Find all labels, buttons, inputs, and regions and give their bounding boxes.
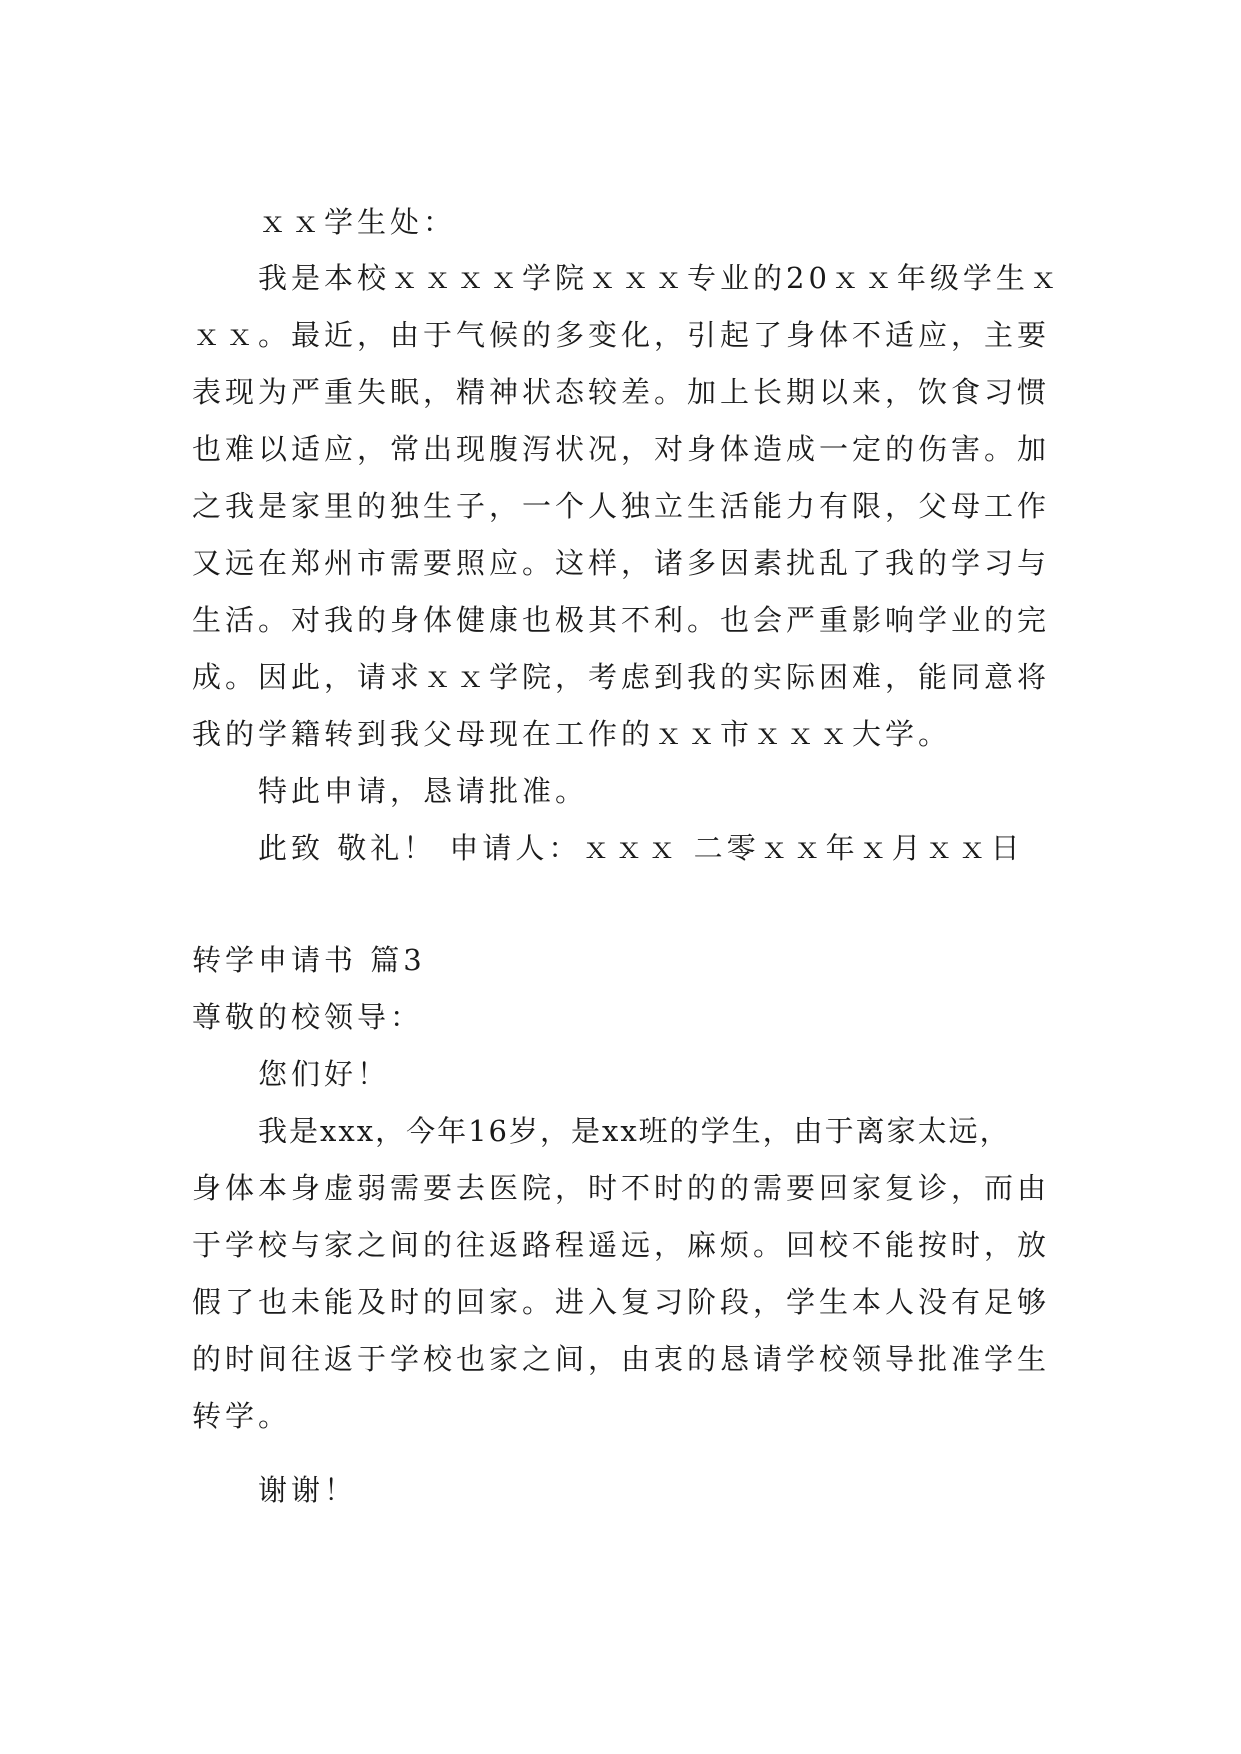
letter2-body-line: 我是xxx，今年16岁，是xx班的学生，由于离家太远， [258, 1114, 1011, 1148]
letter2-body-line: 转学。 [192, 1399, 292, 1433]
letter2-body-line: 的时间往返于学校也家之间，由衷的恳请学校领导批准学生 [192, 1342, 1051, 1376]
letter1-body-line: 之我是家里的独生子，一个人独立生活能力有限，父母工作 [192, 489, 1051, 523]
letter1-body-line: 成。因此，请求ｘｘ学院，考虑到我的实际困难，能同意将 [192, 660, 1051, 694]
letter2-body-line: 身体本身虚弱需要去医院，时不时的的需要回家复诊，而由 [192, 1171, 1051, 1205]
letter1-body-line: 我的学籍转到我父母现在工作的ｘｘ市ｘｘｘ大学。 [192, 717, 952, 751]
letter1-body-line: ｘｘ。最近，由于气候的多变化，引起了身体不适应，主要 [192, 318, 1051, 352]
letter2-thanks: 谢谢！ [258, 1473, 358, 1507]
letter1-body-line: 表现为严重失眠，精神状态较差。加上长期以来，饮食习惯 [192, 375, 1051, 409]
letter1-body-line: 又远在郑州市需要照应。这样，诸多因素扰乱了我的学习与 [192, 546, 1051, 580]
letter2-body-line: 假了也未能及时的回家。进入复习阶段，学生本人没有足够 [192, 1285, 1051, 1319]
letter1-body-line: 也难以适应，常出现腹泻状况，对身体造成一定的伤害。加 [192, 432, 1051, 466]
letter1-body-line: 我是本校ｘｘｘｘ学院ｘｘｘ专业的20ｘｘ年级学生ｘ [258, 261, 1062, 295]
letter2-salutation: 尊敬的校领导： [192, 1000, 424, 1034]
letter2-greeting: 您们好！ [258, 1057, 391, 1091]
section-title: 转学申请书 篇3 [192, 943, 426, 977]
letter1-request: 特此申请，恳请批准。 [258, 774, 589, 808]
letter1-closing: 此致 敬礼！ 申请人：ｘｘｘ 二零ｘｘ年ｘ月ｘｘ日 [258, 831, 1024, 865]
letter2-body-line: 于学校与家之间的往返路程遥远，麻烦。回校不能按时，放 [192, 1228, 1051, 1262]
letter1-salutation: ｘｘ学生处： [258, 205, 457, 239]
letter1-body-line: 生活。对我的身体健康也极其不利。也会严重影响学业的完 [192, 603, 1051, 637]
